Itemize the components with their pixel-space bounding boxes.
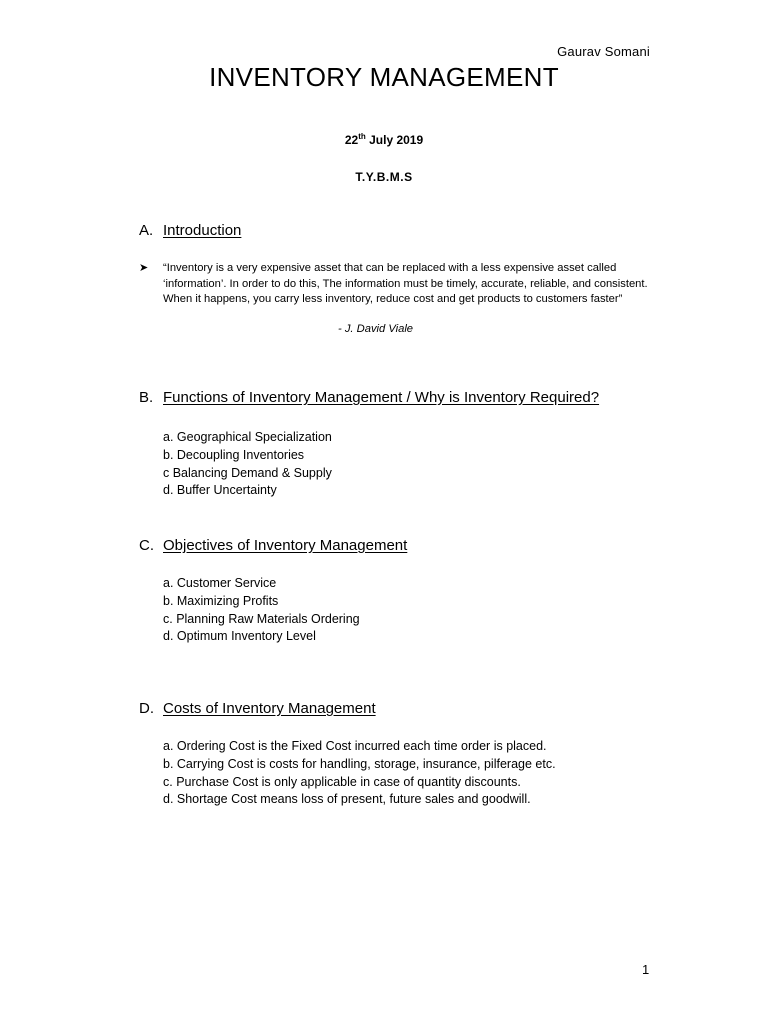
intro-quote — [139, 261, 659, 308]
section-title: Functions of Inventory Management / Why is Inventory Required? — [163, 389, 600, 406]
date-month-year: July 2019 — [365, 133, 424, 147]
list-item: a. Customer Service — [163, 576, 277, 590]
author-name: Gaurav Somani — [557, 44, 650, 59]
section-letter: C. — [139, 537, 154, 554]
section-title: Objectives of Inventory Management — [163, 537, 408, 554]
section-letter: B. — [139, 389, 154, 406]
date-suffix: th — [358, 132, 366, 141]
document-title: INVENTORY MANAGEMENT — [209, 62, 559, 92]
section-title: Costs of Inventory Management — [163, 700, 376, 717]
list-item: d. Optimum Inventory Level — [163, 629, 316, 644]
page-number: 1 — [642, 962, 650, 977]
date-day: 22 — [344, 133, 359, 147]
functions-list — [163, 429, 332, 500]
section-letter: A. — [139, 222, 154, 239]
section-title: Introduction — [163, 222, 242, 239]
class-label: T.Y.B.M.S — [355, 170, 413, 184]
list-item: c Balancing Demand & Supply — [163, 465, 332, 480]
objectives-list — [163, 575, 360, 646]
section-c-heading — [139, 537, 407, 554]
quote-text: “Inventory is a very expensive asset that can be replaced with a less expensive asset called ‘information’. In order to do this, The information must be timely, accurate, reliable, and consistent. When it happens, you carry less inventory, reduce cost and get products to customers faster” — [163, 262, 648, 305]
costs-list — [163, 738, 556, 809]
list-item: a. Ordering Cost is the Fixed Cost incurred each time order is placed. — [163, 739, 547, 753]
section-letter: D. — [139, 700, 154, 717]
section-b-heading — [139, 389, 599, 406]
section-a-heading — [139, 222, 241, 239]
arrow-bullet-icon: ➤ — [139, 262, 149, 274]
list-item: d. Shortage Cost means loss of present, future sales and goodwill. — [163, 792, 531, 807]
list-item: c. Planning Raw Materials Ordering — [163, 611, 360, 626]
list-item: a. Geographical Specialization — [163, 430, 332, 444]
list-item: d. Buffer Uncertainty — [163, 483, 277, 498]
section-d-heading — [139, 700, 376, 717]
list-item: b. Maximizing Profits — [163, 593, 279, 608]
document-date — [0, 132, 768, 147]
list-item: b. Decoupling Inventories — [163, 447, 305, 462]
list-item: b. Carrying Cost is costs for handling, storage, insurance, pilferage etc. — [163, 756, 556, 771]
quote-attribution: - J. David Viale — [338, 323, 414, 335]
list-item: c. Purchase Cost is only applicable in case of quantity discounts. — [163, 774, 521, 789]
